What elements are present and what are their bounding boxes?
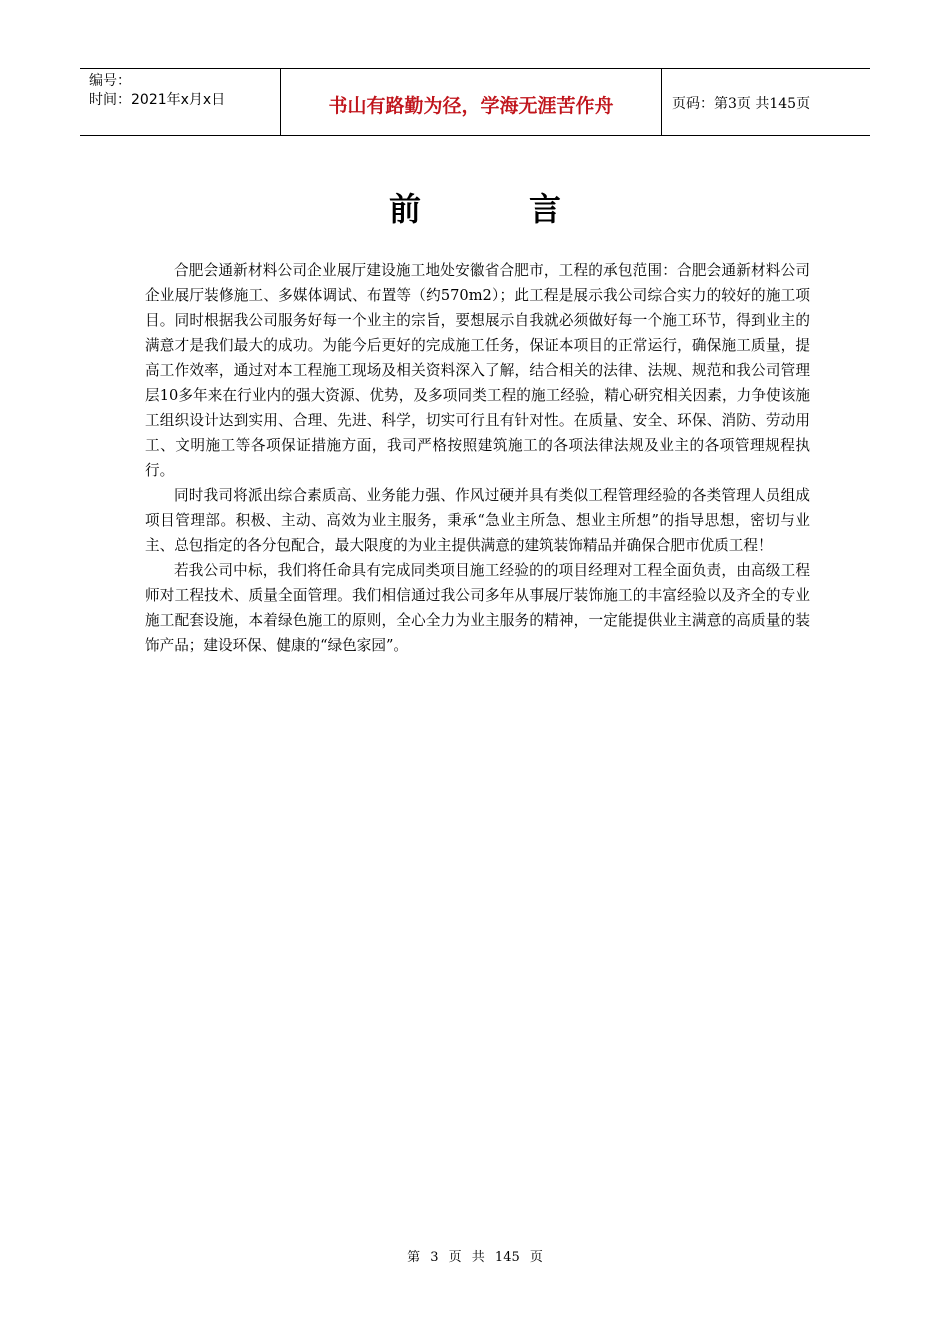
paragraph: 同时我司将派出综合素质高、业务能力强、作风过硬并具有类似工程管理经验的各类管理人员组成项目管理部。积极、主动、高效为业主服务，秉承“急业主所急、想业主所想”的指导思想，密切与业主、总包指定的各分包配合，最大限度的为业主提供满意的建筑装饰精品并确保合肥市优质工程！ xyxy=(145,487,810,554)
header-motto: 书山有路勤为径，学海无涯苦作舟 xyxy=(328,94,614,117)
header-motto-cell xyxy=(281,69,662,135)
document-number-label: 编号： xyxy=(89,73,131,89)
page-footer: 第 3 页 共 145 页 xyxy=(407,1250,543,1265)
paragraph: 若我公司中标，我们将任命具有完成同类项目施工经验的的项目经理对工程全面负责，由高级工程师对工程技术、质量全面管理。我们相信通过我公司多年从事展厅装饰施工的丰富经验以及齐全的专业施工配套设施，本着绿色施工的原则，全心全力为业主服务的精神，一定能提供业主满意的高质量的装饰产品；建设环保、健康的“绿色家园”。 xyxy=(145,562,810,654)
header-meta-cell xyxy=(80,69,281,135)
document-date: 时间：2021年x月x日 xyxy=(89,92,226,108)
header-page-info: 页码：第3页 共145页 xyxy=(672,96,811,112)
page-title: 前言 xyxy=(388,190,669,228)
header-page-cell xyxy=(662,69,870,135)
page-header xyxy=(80,68,870,136)
document-body xyxy=(145,258,810,658)
paragraph: 合肥会通新材料公司企业展厅建设施工地处安徽省合肥市，工程的承包范围：合肥会通新材料公司企业展厅装修施工、多媒体调试、布置等（约570m2）；此工程是展示我公司综合实力的较好的施工项目。同时根据我公司服务好每一个业主的宗旨，要想展示自我就必须做好每一个施工环节，得到业主的满意才是我们最大的成功。为能今后更好的完成施工任务，保证本项目的正常运行，确保施工质量，提高工作效率，通过对本工程施工现场及相关资料深入了解，结合相关的法律、法规、规范和我公司管理层10多年来在行业内的强大资源、优势，及多项同类工程的施工经验，精心研究相关因素，力争使该施工组织设计达到实用、合理、先进、科学，切实可行且有针对性。在质量、安全、环保、消防、劳动用工、文明施工等各项保证措施方面，我司严格按照建筑施工的各项法律法规及业主的各项管理规程执行。 xyxy=(145,262,810,479)
